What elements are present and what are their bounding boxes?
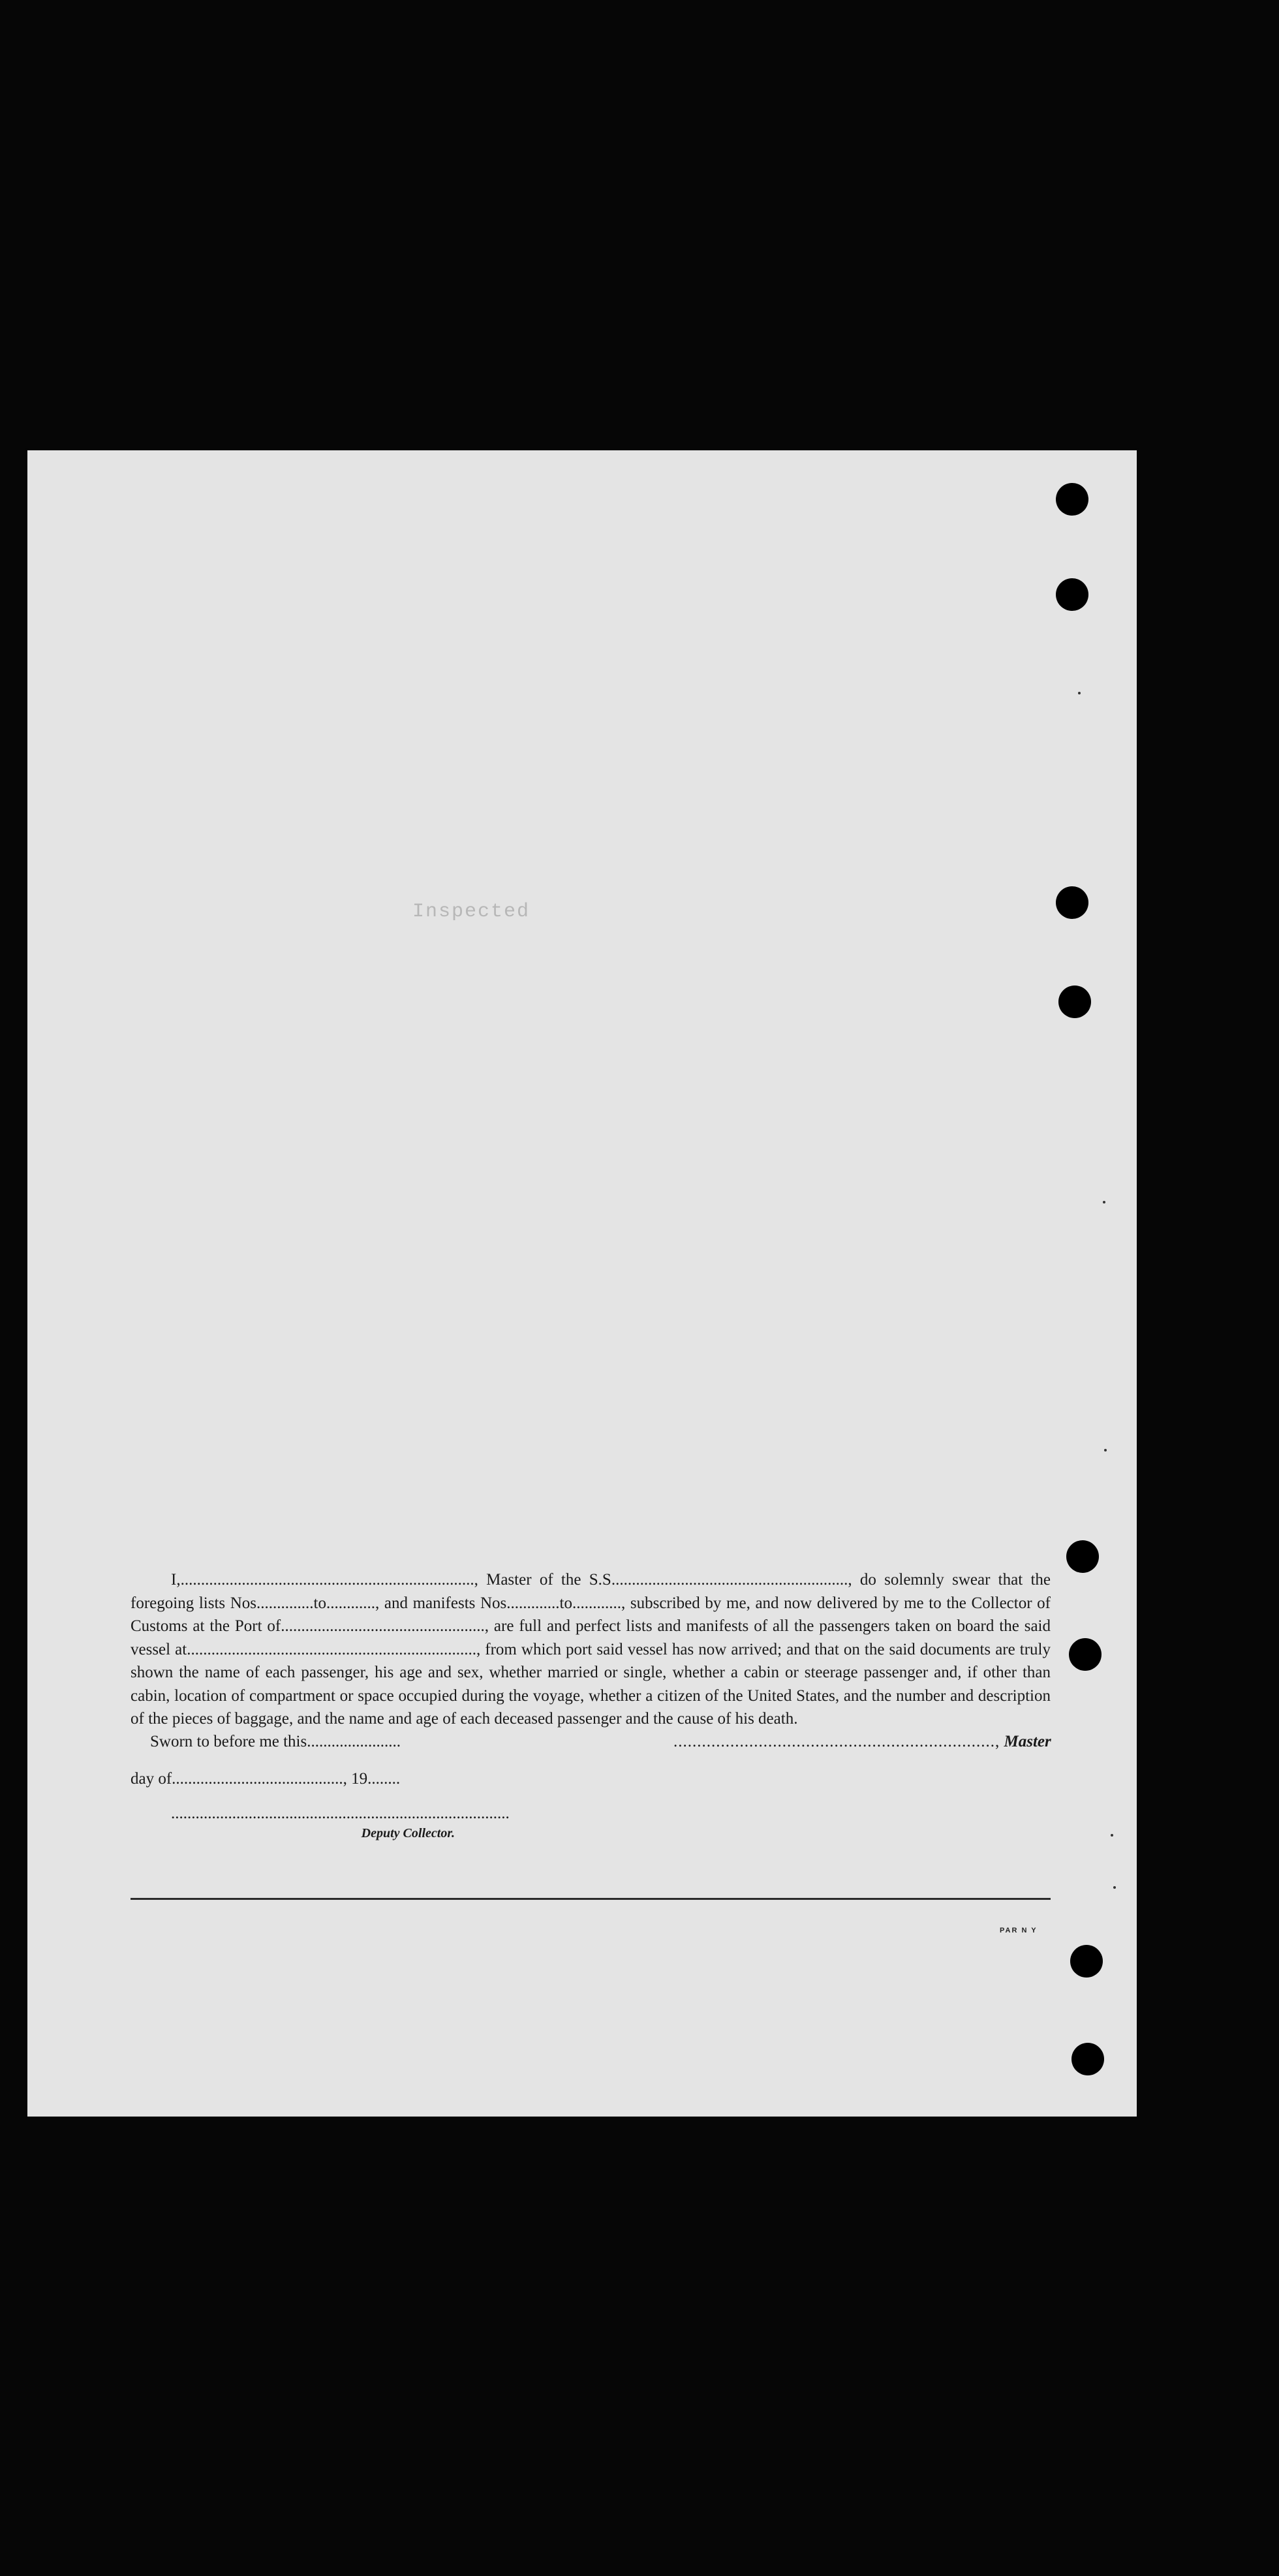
horizontal-rule [131, 1898, 1051, 1900]
master-label: Master [1004, 1733, 1051, 1750]
printer-mark: PAR N Y [1000, 1927, 1038, 1934]
punch-hole [1071, 2043, 1104, 2075]
faint-stamp-text: Inspected [412, 901, 531, 923]
punch-hole [1058, 985, 1091, 1018]
document-page [27, 450, 1137, 2117]
sworn-line: Sworn to before me this....................... [150, 1733, 401, 1750]
day-line: day of.........................................., 19........ [131, 1770, 401, 1788]
punch-hole [1066, 1540, 1099, 1573]
punch-hole [1056, 886, 1088, 919]
punch-hole [1056, 483, 1088, 516]
master-dots: ...................................................................., [673, 1733, 1000, 1750]
oath-paragraph: I,........................................................................, Master of the S.S.........................................................., do solemnly swear that the foregoing lists Nos..............to............, and manifests Nos.............to............, subscribed by me, and now delivered by me to the Collector of Customs at the Port of.................................................., are full and perfect lists and manifests of all the passengers taken on board the said vessel at......................................................................., from which port said vessel has now arrived; and that on the said documents are truly shown the name of each passenger, his age and sex, whether married or single, whether a cabin or steerage passenger and, if other than cabin, location of compartment or space occupied during the voyage, whether a citizen of the United States, and the number and description of the pieces of baggage, and the name and age of each deceased passenger and the cause of his death. [131, 1571, 1051, 1728]
punch-hole [1056, 578, 1088, 611]
punch-hole [1070, 1945, 1103, 1978]
deputy-signature-dots: ................................................................................... [171, 1805, 510, 1822]
punch-hole [1069, 1638, 1102, 1671]
deputy-collector-label: Deputy Collector. [361, 1826, 455, 1840]
master-signature-line [673, 1733, 1051, 1751]
